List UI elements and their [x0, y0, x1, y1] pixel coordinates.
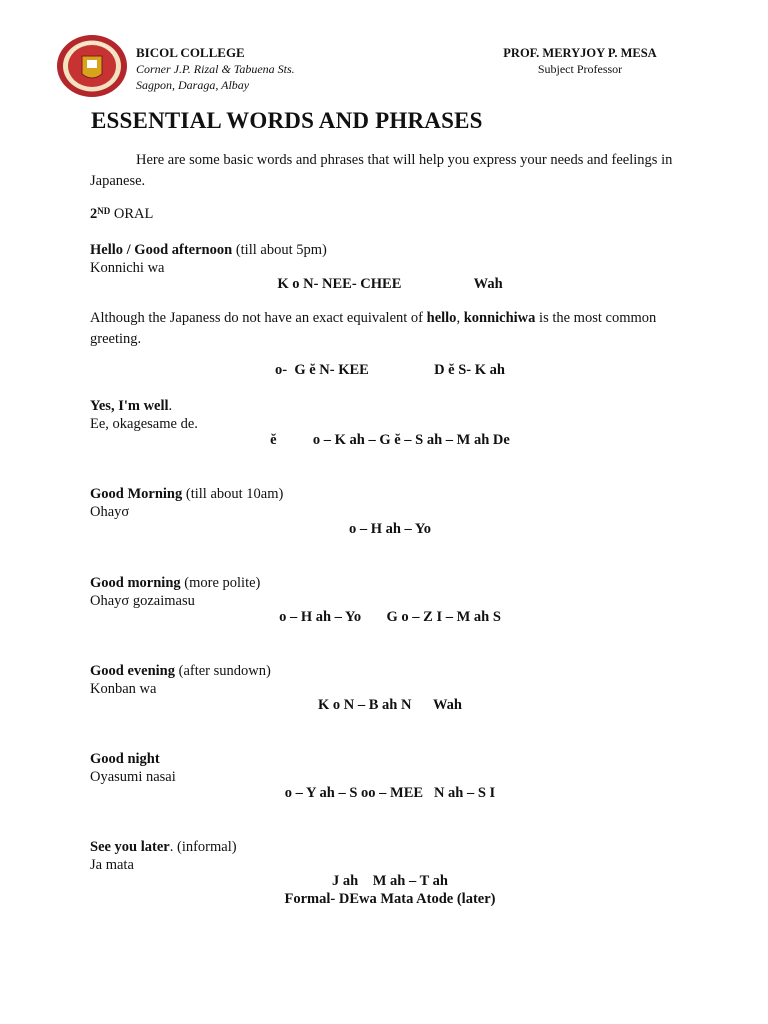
pronunciation-good-morning: o – H ah – Yo — [348, 521, 432, 537]
intro-paragraph: Here are some basic words and phrases that will help you express your needs and feelings in Japanese. — [90, 152, 673, 189]
phrase-note: (more polite) — [180, 575, 261, 591]
phrase-note: . (informal) — [169, 839, 237, 855]
college-logo — [56, 34, 128, 98]
oral-number: 2 — [90, 206, 98, 222]
pronunciation-good-morning-polite: o – H ah – Yo G o – Z I – M ah S — [279, 609, 501, 625]
phrase-note: (till about 10am) — [182, 486, 284, 502]
phrase-japanese: Konnichi wa — [90, 260, 165, 276]
phrase-good-morning-polite — [90, 574, 260, 610]
phrase-note: (till about 5pm) — [232, 242, 327, 258]
address-line-1: Corner J.P. Rizal & Tabuena Sts. — [136, 62, 295, 76]
paragraph-bold-konnichiwa: konnichiwa — [463, 310, 536, 326]
paragraph-text-3: is the most common greeting. — [90, 310, 657, 347]
pronunciation-hello: K o N- NEE- CHEE Wah — [277, 276, 503, 292]
phrase-japanese: Ohayσ gozaimasu — [90, 593, 195, 609]
pronunciation-genki: o- G ĕ N- KEE D ĕ S- K ah — [275, 362, 505, 378]
phrase-english: Good night — [90, 751, 160, 767]
phrase-see-you-later — [90, 838, 237, 874]
pronunciation-good-night: o – Y ah – S oo – MEE N ah – S I — [284, 785, 496, 801]
professor-role: Subject Professor — [537, 62, 623, 76]
phrase-note: (after sundown) — [175, 663, 271, 679]
phrase-english: See you later — [90, 839, 170, 855]
phrase-japanese: Oyasumi nasai — [90, 769, 176, 785]
phrase-yes-im-well — [90, 397, 198, 433]
pronunciation-yes-im-well: ĕ o – K ah – G ĕ – S ah – M ah De — [270, 432, 510, 448]
oral-suffix: ND — [97, 206, 111, 216]
paragraph-text-1: Although the Japaness do not have an exact equivalent of — [90, 310, 427, 326]
institution-name: BICOL COLLEGE — [136, 45, 245, 60]
professor-name: PROF. MERYJOY P. MESA — [503, 46, 657, 60]
professor-block — [470, 45, 690, 77]
formal-line: Formal- DEwa Mata Atode (later) — [284, 891, 496, 907]
phrase-good-morning — [90, 485, 283, 521]
address-line-2: Sagpon, Daraga, Albay — [136, 78, 250, 92]
oral-heading — [90, 206, 153, 223]
page-title: ESSENTIAL WORDS AND PHRASES — [91, 108, 483, 133]
pronunciation-see-you-later: J ah M ah – T ah — [332, 873, 448, 889]
phrase-good-evening — [90, 662, 271, 698]
paragraph-text-2: , — [456, 310, 464, 326]
phrase-japanese: Konban wa — [90, 681, 157, 697]
phrase-note: . — [168, 398, 173, 414]
institution-block — [136, 45, 295, 93]
phrase-english: Good evening — [90, 663, 175, 679]
phrase-japanese: Ohayσ — [90, 504, 130, 520]
pronunciation-good-evening: K o N – B ah N Wah — [318, 697, 462, 713]
phrase-japanese: Ja mata — [90, 857, 134, 873]
greeting-paragraph — [90, 308, 690, 350]
phrase-hello — [90, 241, 327, 277]
paragraph-bold-hello: hello — [426, 310, 457, 326]
phrase-english: Good morning — [90, 575, 181, 591]
phrase-japanese: Ee, okagesame de. — [90, 416, 198, 432]
phrase-english: Yes, I'm well — [90, 398, 169, 414]
phrase-english: Hello / Good afternoon — [90, 242, 233, 258]
oral-word: ORAL — [113, 206, 154, 222]
phrase-good-night — [90, 750, 176, 786]
phrase-english: Good Morning — [90, 486, 183, 502]
